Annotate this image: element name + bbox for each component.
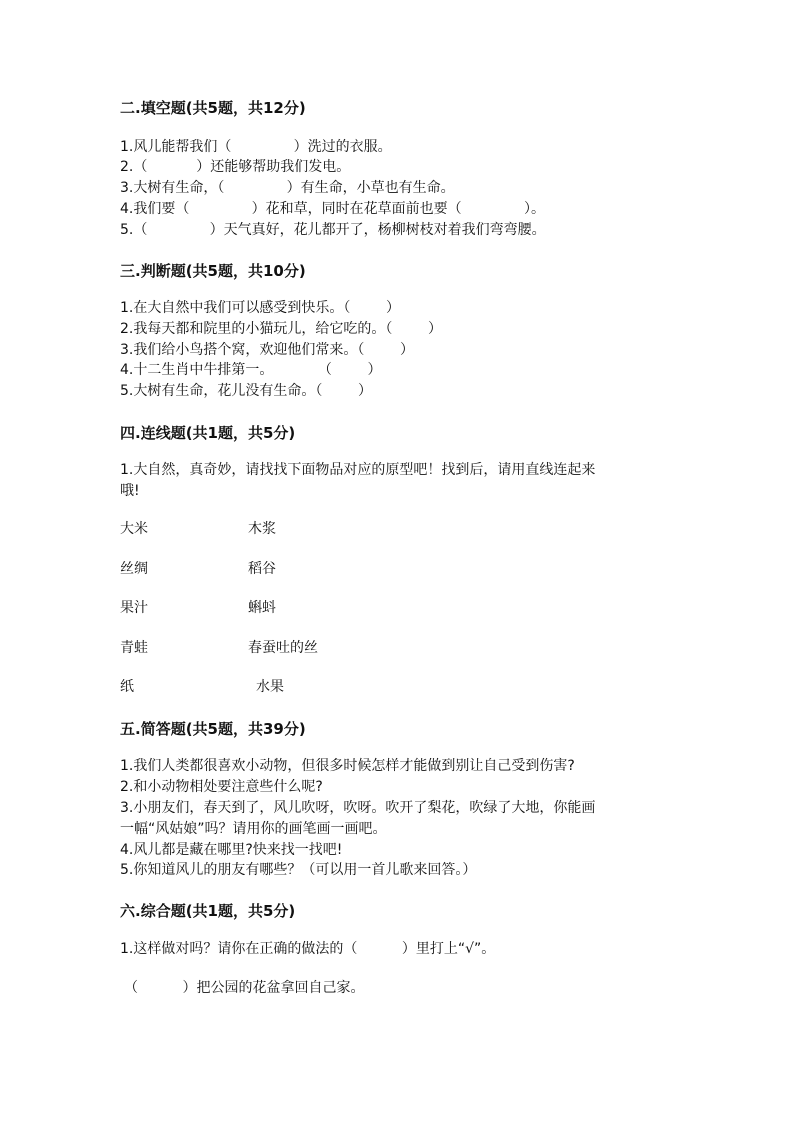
match-right-item: 春蚕吐的丝 [248,640,318,656]
judge-item-5: 5.大树有生命，花儿没有生命。（ ） [120,383,372,399]
fill-blank-item-5: 5.（ ）天气真好，花儿都开了，杨柳树枝对着我们弯弯腰。 [120,222,546,238]
match-left-item: 果汁 [120,600,148,616]
match-right-item: 稻谷 [248,561,276,577]
short-answer-line: 3.小朋友们，春天到了，风儿吹呀，吹呀。吹开了梨花，吹绿了大地，你能画 [120,800,596,816]
section-4-title: 四.连线题(共1题，共5分) [120,424,296,442]
match-left-item: 纸 [120,679,134,695]
match-left-item: 青蛙 [120,640,148,656]
section-6-title: 六.综合题(共1题，共5分) [120,902,296,920]
match-left-item: 丝绸 [120,561,148,577]
fill-blank-item-2: 2.（ ）还能够帮助我们发电。 [120,159,351,175]
judge-item-4: 4.十二生肖中牛排第一。 （ ） [120,362,382,378]
short-answer-line: 一幅“风姑娘”吗？请用你的画笔画一画吧。 [120,821,387,837]
short-answer-line: 2.和小动物相处要注意些什么呢? [120,779,323,795]
match-right-item: 木浆 [248,521,276,537]
comprehensive-question: 1.这样做对吗？请你在正确的做法的（ ）里打上“√”。 [120,941,496,957]
fill-blank-item-3: 3.大树有生命，（ ）有生命，小草也有生命。 [120,180,455,196]
short-answer-line: 1.我们人类都很喜欢小动物，但很多时候怎样才能做到别让自己受到伤害? [120,758,575,774]
fill-blank-item-1: 1.风儿能帮我们（ ）洗过的衣服。 [120,139,392,155]
judge-item-3: 3.我们给小鸟搭个窝，欢迎他们常来。（ ） [120,342,414,358]
matching-question-line-1: 1.大自然，真奇妙，请找找下面物品对应的原型吧！找到后，请用直线连起来 [120,462,596,478]
short-answer-line: 5.你知道风儿的朋友有哪些？（可以用一首儿歌来回答。） [120,862,477,878]
short-answer-line: 4.风儿都是藏在哪里?快来找一找吧! [120,842,343,858]
section-5-title: 五.简答题(共5题，共39分) [120,720,306,738]
section-3-title: 三.判断题(共5题，共10分) [120,262,306,280]
judge-item-2: 2.我每天都和院里的小猫玩儿，给它吃的。（ ） [120,321,442,337]
matching-question-line-2: 哦! [120,483,140,499]
section-2-title: 二.填空题(共5题，共12分) [120,99,306,117]
fill-blank-item-4: 4.我们要（ ）花和草，同时在花草面前也要（ ）。 [120,201,545,217]
comprehensive-option: （ ）把公园的花盆拿回自己家。 [124,980,365,996]
judge-item-1: 1.在大自然中我们可以感受到快乐。（ ） [120,300,400,316]
match-right-item: 水果 [256,679,284,695]
match-right-item: 蝌蚪 [248,600,276,616]
match-left-item: 大米 [120,521,148,537]
